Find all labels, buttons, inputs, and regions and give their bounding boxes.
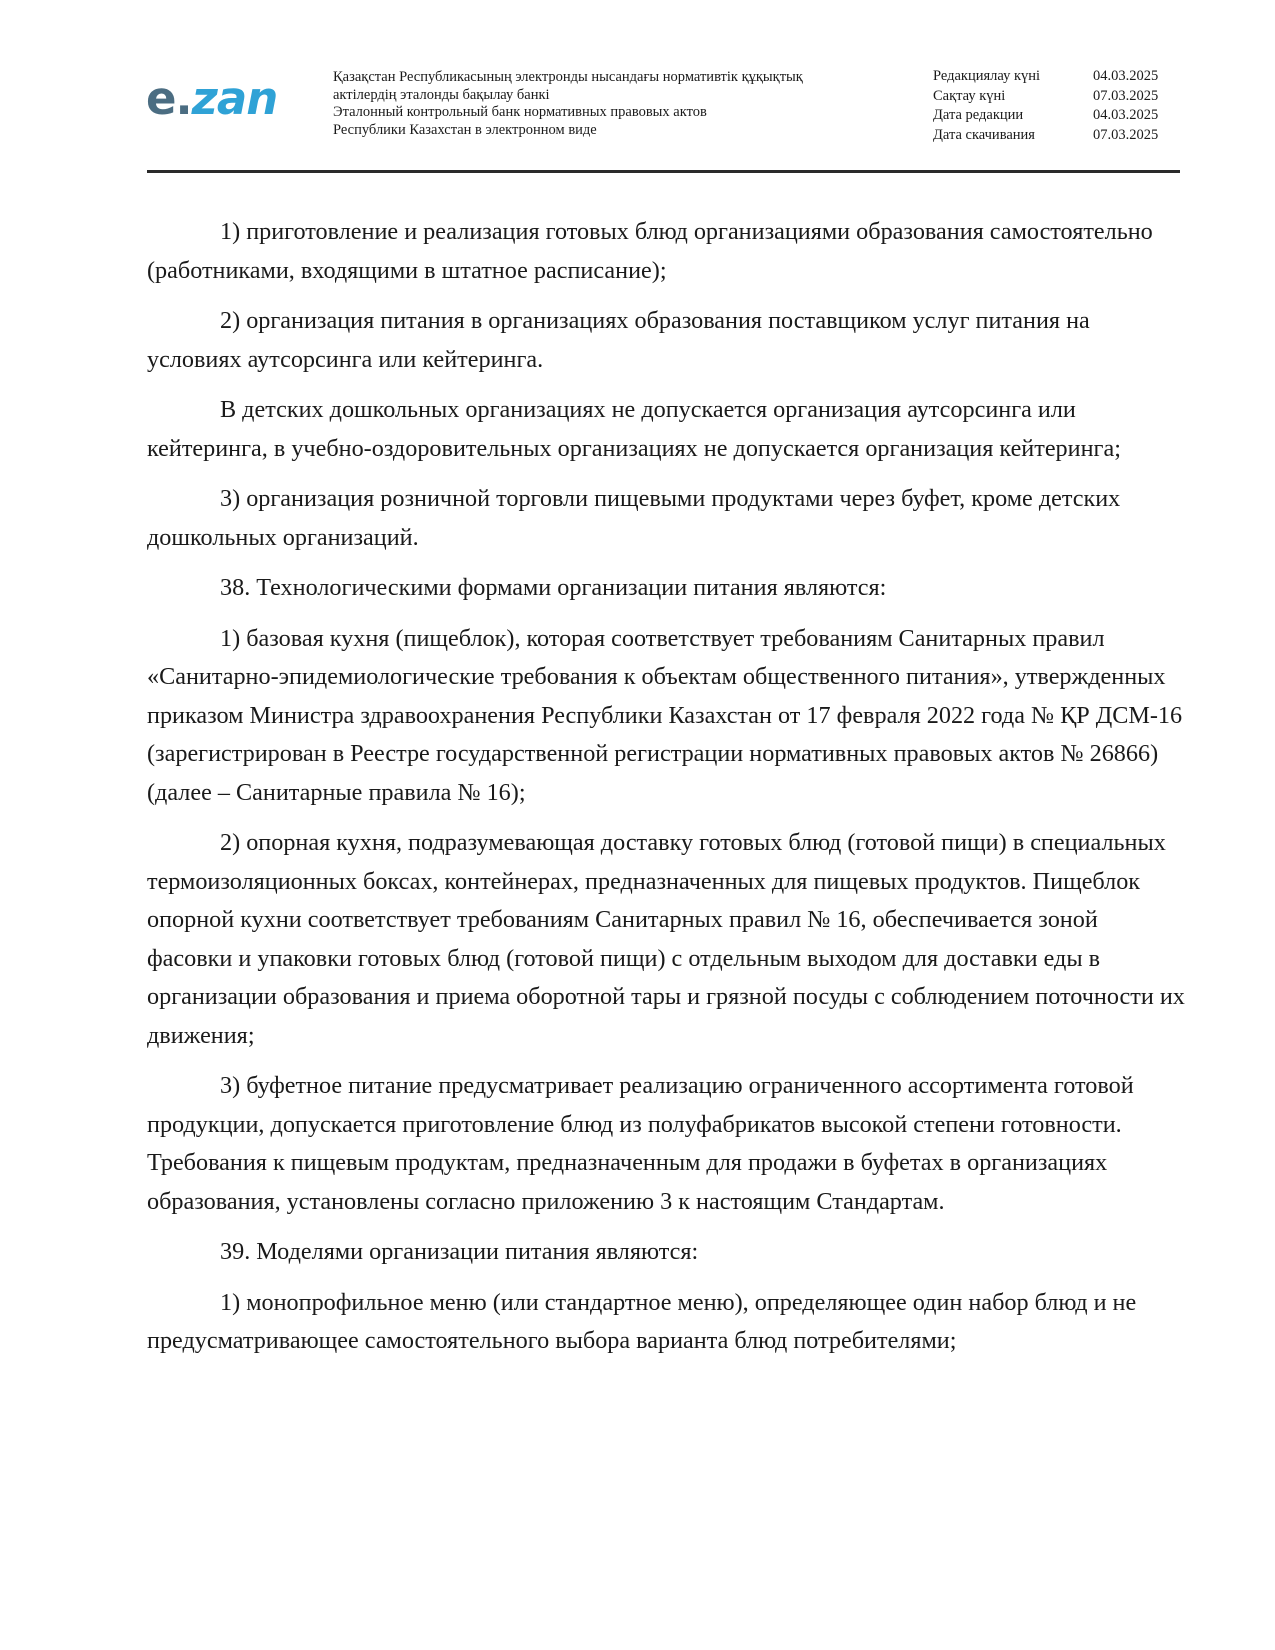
meta-label: Сақтау күні <box>933 87 1006 104</box>
header-title <box>333 69 893 139</box>
document-header <box>0 0 1275 175</box>
meta-value: 04.03.2025 <box>1093 107 1159 123</box>
header-title-line: Қазақстан Республикасының электронды нысандағы нормативтік құқықтық <box>333 69 803 85</box>
meta-row-edit-date-ru <box>933 106 1173 126</box>
header-meta <box>933 67 1173 145</box>
meta-value: 07.03.2025 <box>1093 126 1159 143</box>
meta-value: 04.03.2025 <box>1093 68 1159 84</box>
meta-row-edit-date-kz <box>933 67 1173 87</box>
document-body <box>147 213 1187 1373</box>
paragraph: 38. Технологическими формами организации питания являются: <box>220 574 887 601</box>
header-title-line: актілердің эталонды бақылау банкі <box>333 86 550 103</box>
meta-label: Дата редакции <box>933 107 1024 123</box>
paragraph: 1) базовая кухня (пищеблок), которая соответствует требованиям Санитарных правил «Санитарно-эпидемиологические требования к объектам общественного питания», утвержденных приказом Министра здравоохранения Республики Казахстан от 17 февраля 2022 года № ҚР ДСМ-16 (зарегистрирован в Реестре государственной регистрации нормативных правовых актов № 26866) (далее – Санитарные правила № 16); <box>147 624 1183 806</box>
header-title-line: Эталонный контрольный банк нормативных правовых актов <box>333 104 707 120</box>
meta-row-download-date-ru <box>933 126 1173 146</box>
paragraph: 3) организация розничной торговли пищевыми продуктами через буфет, кроме детских дошкольных организаций. <box>147 485 1121 551</box>
meta-label: Редакциялау күні <box>933 68 1041 84</box>
logo-zan: zan <box>191 72 278 125</box>
paragraph: 39. Моделями организации питания являются: <box>220 1238 699 1265</box>
paragraph: 2) опорная кухня, подразумевающая доставку готовых блюд (готовой пищи) в специальных термоизоляционных боксах, контейнерах, предназначенных для пищевых продуктов. Пищеблок опорной кухни соответствует требованиям Санитарных правил № 16, обеспечивается зоной фасовки и упаковки готовых блюд (готовой пищи) с отдельным выходом для доставки еды в организации образования и приема оборотной тары и грязной посуды с соблюдением поточности их движения; <box>147 829 1185 1049</box>
paragraph: 1) приготовление и реализация готовых блюд организациями образования самостоятельно (работниками, входящими в штатное расписание); <box>147 218 1153 284</box>
meta-row-save-date-kz <box>933 87 1173 107</box>
logo-e: e <box>146 72 176 125</box>
logo-dot: . <box>175 72 192 125</box>
header-divider <box>147 170 1180 173</box>
ezan-logo <box>146 74 296 124</box>
meta-label: Дата скачивания <box>933 126 1035 143</box>
meta-value: 07.03.2025 <box>1093 87 1159 104</box>
paragraph: 2) организация питания в организациях образования поставщиком услуг питания на условиях аутсорсинга или кейтеринга. <box>147 307 1090 373</box>
header-title-line: Республики Казахстан в электронном виде <box>333 121 597 138</box>
paragraph: 3) буфетное питание предусматривает реализацию ограниченного ассортимента готовой продукции, допускается приготовление блюд из полуфабрикатов высокой степени готовности. Требования к пищевым продуктам, предназначенным для продажи в буфетах в организациях образования, установлены согласно приложению 3 к настоящим Стандартам. <box>147 1072 1134 1215</box>
paragraph: В детских дошкольных организациях не допускается организация аутсорсинга или кейтеринга, в учебно-оздоровительных организациях не допускается организация кейтеринга; <box>147 396 1121 462</box>
paragraph: 1) монопрофильное меню (или стандартное меню), определяющее один набор блюд и не предусматривающее самостоятельного выбора варианта блюд потребителями; <box>147 1288 1137 1354</box>
